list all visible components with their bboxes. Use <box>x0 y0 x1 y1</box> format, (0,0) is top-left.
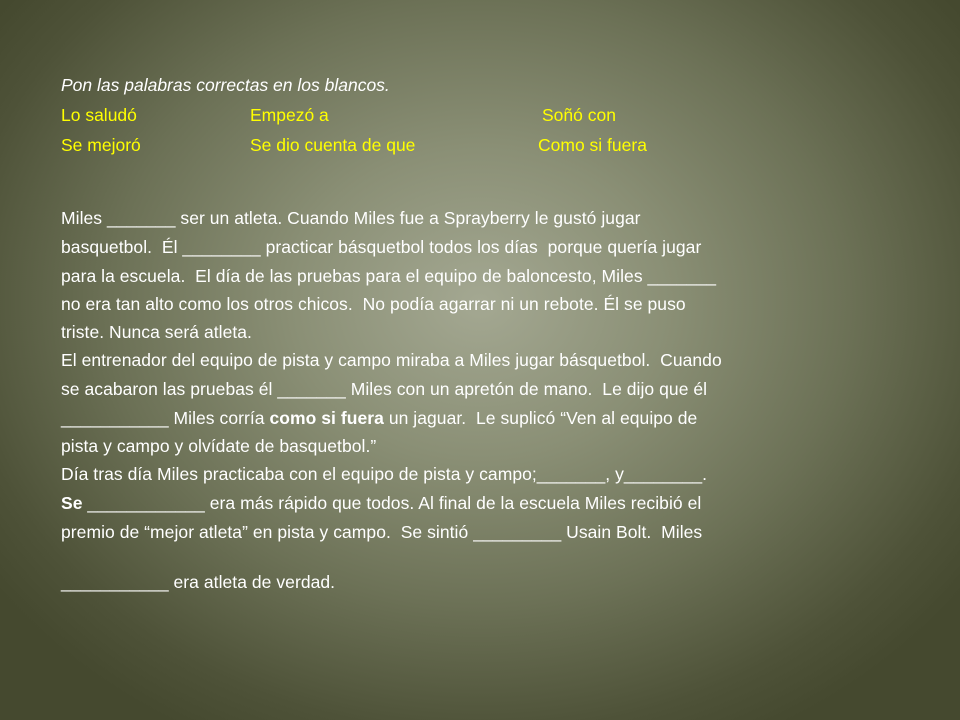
word-bank-item: Como si fuera <box>538 135 647 155</box>
story-line: Día tras día Miles practicaba con el equipo de pista y campo;_______, y________. <box>61 464 708 484</box>
story-line: pista y campo y olvídate de basquetbol.” <box>61 436 377 456</box>
word-bank-item: Se dio cuenta de que <box>250 135 416 155</box>
word-bank-item: Empezó a <box>250 105 329 125</box>
story-line: para la escuela. El día de las pruebas para el equipo de baloncesto, Miles _______ <box>61 266 717 286</box>
bold-phrase: Se <box>61 493 83 513</box>
bold-phrase: como si fuera <box>269 408 384 428</box>
word-bank-item: Soñó con <box>542 105 616 125</box>
story-line <box>61 408 697 429</box>
story-line: Miles _______ ser un atleta. Cuando Miles fue a Sprayberry le gustó jugar <box>61 208 641 228</box>
story-text: ____________ era más rápido que todos. Al final de la escuela Miles recibió el <box>82 493 702 513</box>
story-line: basquetbol. Él ________ practicar básquetbol todos los días porque quería jugar <box>61 237 702 257</box>
story-line: no era tan alto como los otros chicos. No podía agarrar ni un rebote. Él se puso <box>61 294 686 314</box>
story-line <box>61 493 701 514</box>
word-bank-item: Se mejoró <box>61 135 141 155</box>
story-line: premio de “mejor atleta” en pista y campo. Se sintió _________ Usain Bolt. Miles <box>61 522 703 542</box>
story-line: se acabaron las pruebas él _______ Miles con un apretón de mano. Le dijo que él <box>61 379 708 399</box>
story-line: triste. Nunca será atleta. <box>61 322 252 342</box>
word-bank-item: Lo saludó <box>61 105 137 125</box>
story-text: ___________ Miles corría <box>61 408 270 428</box>
story-line: El entrenador del equipo de pista y campo miraba a Miles jugar básquetbol. Cuando <box>61 350 722 370</box>
instruction-text: Pon las palabras correctas en los blancos. <box>61 75 390 95</box>
story-line: ___________ era atleta de verdad. <box>61 572 336 592</box>
story-text: un jaguar. Le suplicó “Ven al equipo de <box>383 408 698 428</box>
